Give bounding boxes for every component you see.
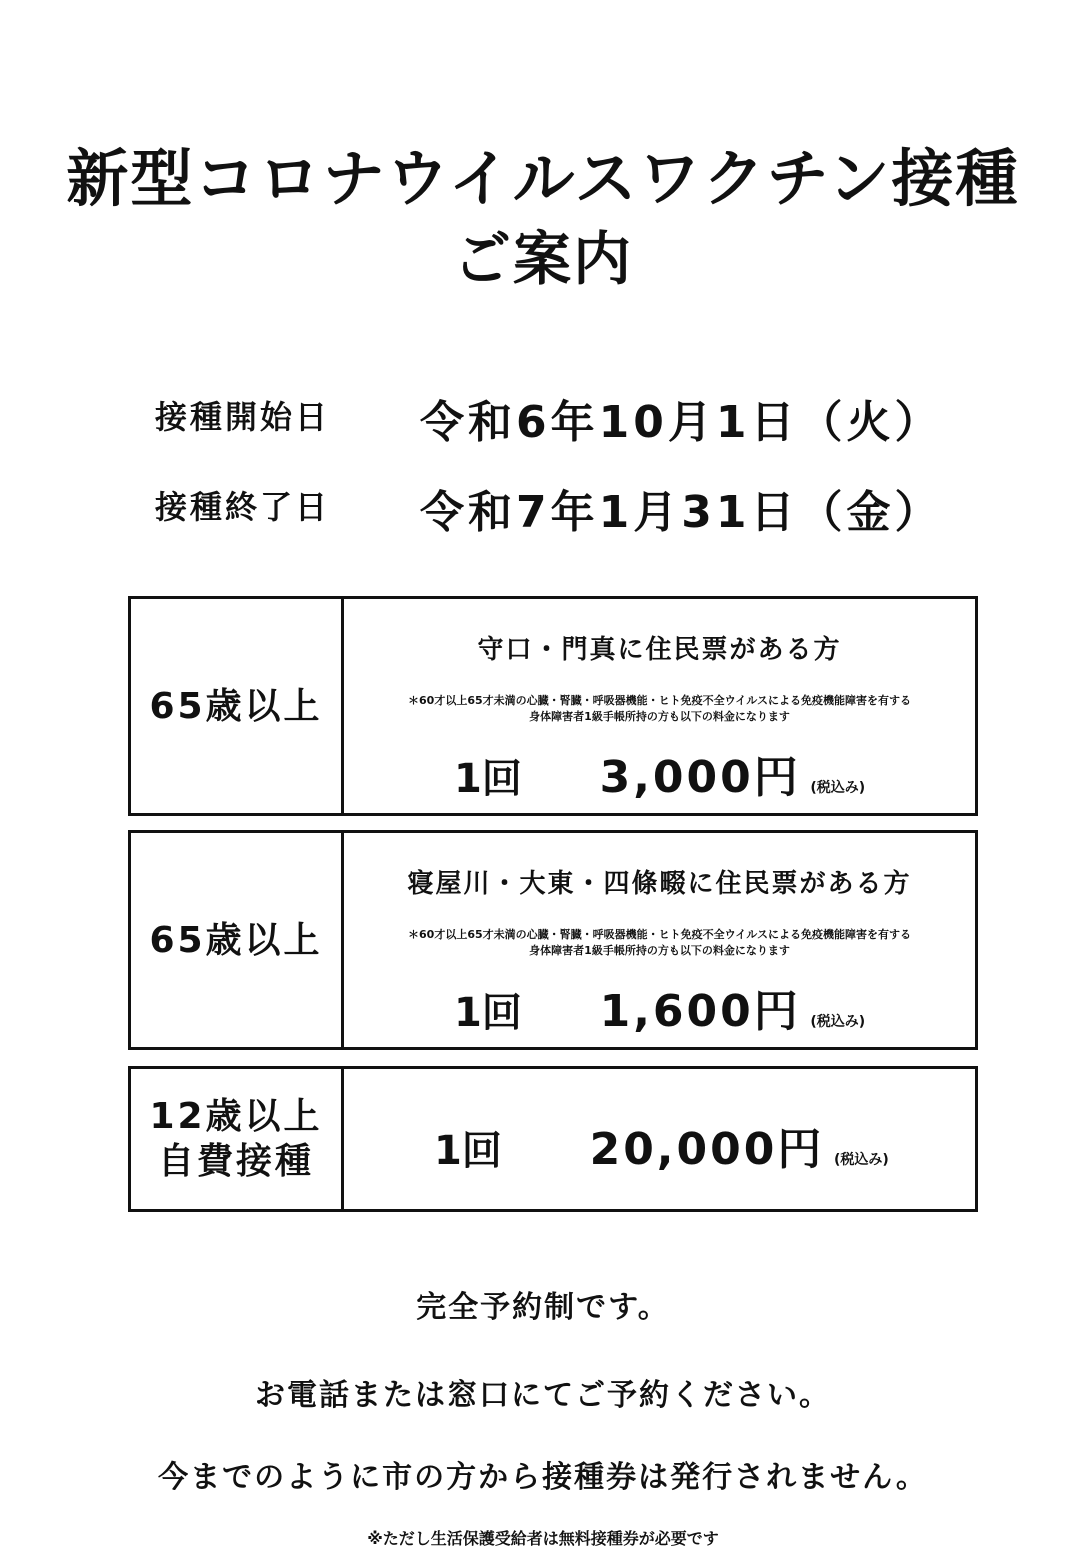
end-date-value: 令和7年1月31日（金） (420, 487, 943, 538)
eligibility-note-line2: 身体障害者1級手帳所持の方も以下の料金になります (529, 710, 790, 723)
age-label: 65歳以上 (149, 919, 323, 961)
price-cell (344, 833, 975, 1047)
eligibility-note (344, 693, 975, 725)
age-label: 12歳以上 (149, 1096, 323, 1137)
price-row (454, 741, 865, 805)
price-cell (344, 1069, 975, 1209)
age-cell (131, 599, 344, 813)
age-label: 65歳以上 (149, 685, 323, 727)
price-amount: 20,000円 (589, 1124, 825, 1175)
reservation-only-notice: 完全予約制です。 (416, 1290, 670, 1325)
age-cell (131, 1069, 344, 1209)
resident-area-label: 寝屋川・大東・四條畷に住民票がある方 (407, 869, 912, 899)
price-box-self-pay (128, 1066, 978, 1212)
price-row (454, 975, 865, 1039)
dose-count: 1回 (454, 756, 522, 802)
dose-count: 1回 (434, 1128, 502, 1174)
reservation-method-notice: お電話または窓口にてご予約ください。 (255, 1378, 831, 1413)
self-pay-label: 自費接種 (157, 1141, 314, 1182)
price-amount: 3,000円 (599, 752, 801, 803)
eligibility-note-line1: ＊60才以上65才未満の心臓・腎臓・呼吸器機能・ヒト免疫不全ウイルスによる免疫機能障害を有する (408, 694, 911, 707)
tax-included-label: (税込み) (810, 780, 866, 796)
start-date-label: 接種開始日 (155, 398, 331, 436)
page-title: 新型コロナウイルスワクチン接種 (66, 142, 1020, 215)
price-box-neyagawa-daito-shijonawate (128, 830, 978, 1050)
tax-included-label: (税込み) (810, 1014, 866, 1030)
page-subtitle: ご案内 (452, 225, 633, 293)
tax-included-label: (税込み) (833, 1152, 889, 1168)
eligibility-note-line1: ＊60才以上65才未満の心臓・腎臓・呼吸器機能・ヒト免疫不全ウイルスによる免疫機能障害を有する (408, 928, 911, 941)
resident-area-label: 守口・門真に住民票がある方 (477, 635, 842, 665)
dose-count: 1回 (454, 990, 522, 1036)
voucher-notice: 今までのように市の方から接種券は発行されません。 (158, 1460, 928, 1495)
price-row (434, 1113, 889, 1177)
eligibility-note-line2: 身体障害者1級手帳所持の方も以下の料金になります (529, 944, 790, 957)
end-date-label: 接種終了日 (155, 488, 331, 526)
welfare-recipient-note: ※ただし生活保護受給者は無料接種券が必要です (367, 1529, 719, 1548)
eligibility-note (344, 927, 975, 959)
age-cell (131, 833, 344, 1047)
price-box-moriguchi-kadoma (128, 596, 978, 816)
price-amount: 1,600円 (599, 986, 801, 1037)
start-date-value: 令和6年10月1日（火） (420, 397, 943, 448)
price-cell (344, 599, 975, 813)
